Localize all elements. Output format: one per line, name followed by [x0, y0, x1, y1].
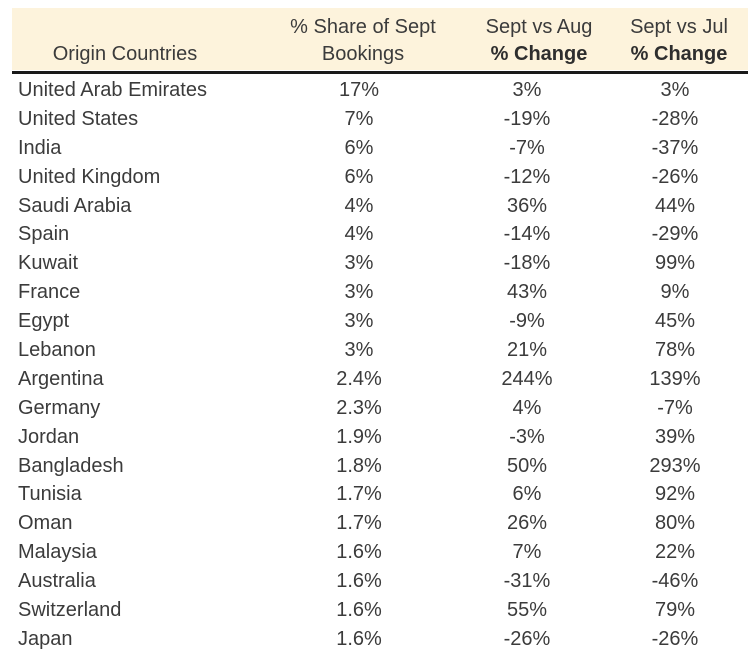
cell-sept-vs-aug: 43% — [506, 281, 548, 304]
cell-sept-vs-jul: -7% — [657, 396, 693, 419]
cell-country: Bangladesh — [18, 454, 124, 477]
header-sept-vs-aug — [474, 8, 604, 70]
cell-sept-vs-jul: -26% — [651, 627, 699, 650]
cell-country: United Arab Emirates — [18, 79, 207, 101]
cell-sept-vs-jul: 139% — [649, 367, 701, 390]
cell-share: 3% — [344, 339, 374, 362]
cell-country: Germany — [18, 396, 101, 419]
cell-sept-vs-jul: 79% — [654, 599, 696, 622]
cell-sept-vs-jul: 3% — [660, 79, 690, 101]
table-row — [0, 249, 756, 278]
cell-country: France — [18, 281, 81, 304]
cell-country: India — [18, 136, 62, 159]
header-share-line1: % Share of Sept — [290, 16, 436, 38]
cell-sept-vs-jul: 39% — [654, 425, 696, 448]
cell-country: United States — [18, 107, 139, 130]
table-row — [0, 105, 756, 134]
cell-sept-vs-aug: -14% — [503, 223, 551, 246]
cell-share: 1.6% — [336, 627, 382, 650]
header-origin-countries — [22, 8, 228, 70]
cell-sept-vs-aug: 26% — [506, 512, 548, 535]
header-jul-line1: Sept vs Jul — [630, 16, 728, 38]
table-row — [0, 336, 756, 365]
cell-country: Malaysia — [18, 541, 97, 564]
table-row — [0, 163, 756, 192]
cell-share: 3% — [344, 252, 374, 275]
cell-sept-vs-jul: 92% — [654, 483, 696, 506]
cell-share: 6% — [344, 136, 374, 159]
cell-sept-vs-aug: 4% — [512, 396, 542, 419]
header-divider — [12, 71, 748, 74]
cell-country: Argentina — [18, 367, 104, 390]
cell-share: 1.9% — [336, 425, 382, 448]
cell-sept-vs-jul: 45% — [654, 310, 696, 333]
cell-sept-vs-jul: 44% — [654, 194, 696, 217]
cell-country: Kuwait — [18, 252, 79, 275]
cell-sept-vs-aug: 244% — [501, 367, 553, 390]
table-body — [0, 76, 756, 654]
cell-country: Lebanon — [18, 339, 96, 362]
cell-sept-vs-jul: -28% — [651, 107, 699, 130]
cell-sept-vs-aug: -9% — [509, 310, 545, 333]
table-row — [0, 452, 756, 481]
cell-sept-vs-aug: -3% — [509, 425, 545, 448]
cell-sept-vs-aug: 6% — [512, 483, 542, 506]
cell-sept-vs-jul: 9% — [660, 281, 690, 304]
cell-sept-vs-jul: 22% — [654, 541, 696, 564]
cell-sept-vs-aug: 3% — [512, 79, 542, 101]
cell-country: Egypt — [18, 310, 70, 333]
cell-country: Australia — [18, 570, 96, 593]
cell-sept-vs-jul: -29% — [651, 223, 699, 246]
cell-share: 1.6% — [336, 570, 382, 593]
table-row — [0, 76, 756, 105]
cell-share: 4% — [344, 223, 374, 246]
header-share — [270, 8, 456, 70]
cell-share: 3% — [344, 310, 374, 333]
header-share-line2: Bookings — [321, 43, 405, 65]
cell-share: 2.4% — [336, 367, 382, 390]
cell-sept-vs-aug: 21% — [506, 339, 548, 362]
cell-share: 6% — [344, 165, 374, 188]
cell-sept-vs-aug: 36% — [506, 194, 548, 217]
table-row — [0, 423, 756, 452]
cell-country: Saudi Arabia — [18, 194, 132, 217]
cell-sept-vs-jul: 99% — [654, 252, 696, 275]
cell-share: 17% — [338, 79, 380, 101]
cell-share: 4% — [344, 194, 374, 217]
table-row — [0, 134, 756, 163]
table-row — [0, 307, 756, 336]
cell-share: 7% — [344, 107, 374, 130]
cell-share: 1.8% — [336, 454, 382, 477]
cell-share: 1.6% — [336, 541, 382, 564]
cell-sept-vs-jul: -37% — [651, 136, 699, 159]
table-row — [0, 625, 756, 654]
table-row — [0, 220, 756, 249]
cell-country: Oman — [18, 512, 73, 535]
cell-sept-vs-aug: -31% — [503, 570, 551, 593]
cell-share: 2.3% — [336, 396, 382, 419]
table-row — [0, 480, 756, 509]
cell-sept-vs-jul: 78% — [654, 339, 696, 362]
cell-country: Japan — [18, 627, 73, 650]
header-aug-line2: % Change — [490, 43, 588, 65]
table-row — [0, 278, 756, 307]
cell-sept-vs-jul: 80% — [654, 512, 696, 535]
cell-sept-vs-jul: 293% — [649, 454, 701, 477]
cell-sept-vs-aug: -18% — [503, 252, 551, 275]
cell-sept-vs-aug: -19% — [503, 107, 551, 130]
cell-sept-vs-aug: 55% — [506, 599, 548, 622]
table-row — [0, 394, 756, 423]
cell-share: 1.7% — [336, 483, 382, 506]
header-sept-vs-jul — [614, 8, 744, 70]
cell-country: Spain — [18, 223, 70, 246]
header-jul-line2: % Change — [630, 43, 728, 65]
cell-country: Tunisia — [18, 483, 82, 506]
table-row — [0, 192, 756, 221]
cell-share: 1.7% — [336, 512, 382, 535]
table-row — [0, 567, 756, 596]
cell-country: Switzerland — [18, 599, 122, 622]
table-row — [0, 365, 756, 394]
cell-sept-vs-aug: -26% — [503, 627, 551, 650]
cell-sept-vs-jul: -46% — [651, 570, 699, 593]
cell-sept-vs-jul: -26% — [651, 165, 699, 188]
table-row — [0, 538, 756, 567]
cell-sept-vs-aug: -7% — [509, 136, 545, 159]
table-row — [0, 509, 756, 538]
cell-sept-vs-aug: 50% — [506, 454, 548, 477]
cell-sept-vs-aug: 7% — [512, 541, 542, 564]
cell-share: 1.6% — [336, 599, 382, 622]
cell-country: United Kingdom — [18, 165, 161, 188]
header-aug-line1: Sept vs Aug — [485, 16, 593, 38]
cell-sept-vs-aug: -12% — [503, 165, 551, 188]
cell-country: Jordan — [18, 425, 80, 448]
table-row — [0, 596, 756, 625]
header-country-label: Origin Countries — [52, 43, 198, 65]
cell-share: 3% — [344, 281, 374, 304]
table-header — [12, 8, 748, 70]
